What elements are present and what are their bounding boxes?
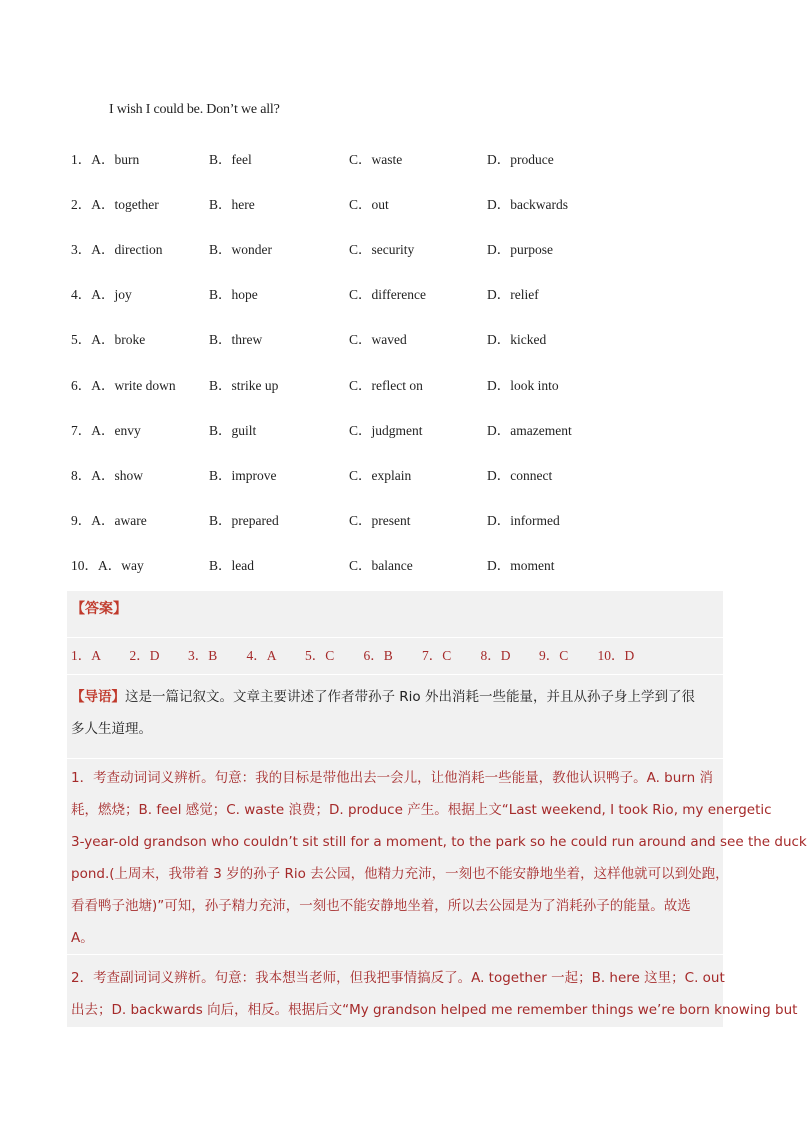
question-row — [71, 509, 751, 529]
option-b: B．guilt — [209, 422, 257, 438]
panel-divider — [67, 954, 723, 955]
guide-paragraph — [71, 681, 723, 745]
option-a: 5．A．broke — [71, 332, 146, 348]
option-a: 7．A．envy — [71, 422, 141, 438]
guide-text: 这是一篇记叙文。文章主要讲述了作者带孙子 Rio 外出消耗一些能量，并且从孙子身上学到了很 — [125, 689, 695, 705]
option-b: B．prepared — [209, 512, 279, 528]
option-c: C．waste — [349, 152, 403, 167]
answer-item: 5．C — [305, 648, 335, 663]
answer-item: 10．D — [597, 648, 635, 663]
question-row — [71, 193, 751, 213]
explanation-line: 看看鸭子池塘)”可知，孙子精力充沛，一刻也不能安静地坐着，所以去公园是为了消耗孙子的能量。故选 — [71, 898, 691, 914]
option-a: 2．A．together — [71, 197, 159, 213]
option-c: C．security — [349, 242, 415, 258]
explanation-1 — [71, 762, 807, 954]
question-row — [71, 464, 751, 484]
option-c: C．waved — [349, 332, 407, 348]
option-d: D．connect — [487, 467, 553, 483]
option-b: B．strike up — [209, 377, 279, 393]
option-d: D．amazement — [487, 422, 572, 438]
answer-item: 3．B — [188, 648, 218, 663]
option-c: C．out — [349, 197, 389, 213]
answer-item: 6．B — [363, 648, 393, 663]
explanation-line: 1．考查动词词义辨析。句意：我的目标是带他出去一会儿，让他消耗一些能量，教他认识鸭子。A. burn 消 — [71, 770, 713, 786]
lead-text: I wish I could be. Don’t we all? — [109, 102, 280, 117]
guide-label: 【导语】 — [71, 689, 125, 705]
question-row — [71, 148, 751, 168]
option-a: 6．A．write down — [71, 377, 176, 393]
option-b: B．lead — [209, 557, 254, 573]
option-d: D．look into — [487, 377, 559, 393]
question-row — [71, 283, 751, 303]
option-d: D．produce — [487, 152, 554, 167]
option-a: 10．A．way — [71, 557, 144, 573]
option-d: D．purpose — [487, 242, 553, 258]
option-c: C．difference — [349, 287, 426, 303]
option-d: D．relief — [487, 287, 539, 303]
explanation-line: 2．考查副词词义辨析。句意：我本想当老师，但我把事情搞反了。A. together 一起；B. here 这里；C. out — [71, 970, 725, 986]
question-row — [71, 554, 751, 574]
answer-item: 4．A — [246, 648, 277, 663]
question-row — [71, 238, 751, 258]
explanation-2 — [71, 962, 798, 1026]
explanation-line: A。 — [71, 930, 94, 946]
panel-divider — [67, 758, 723, 759]
option-b: B．wonder — [209, 242, 272, 258]
option-d: D．kicked — [487, 332, 547, 348]
option-d: D．informed — [487, 512, 560, 528]
explanation-line: pond.(上周末，我带着 3 岁的孙子 Rio 去公园，他精力充沛，一刻也不能安静地坐着，这样他就可以到处跑， — [71, 866, 729, 882]
option-a: 4．A．joy — [71, 287, 132, 303]
answer-heading: 【答案】 — [71, 601, 127, 617]
option-a: 8．A．show — [71, 467, 144, 483]
option-c: C．balance — [349, 557, 413, 573]
option-d: D．moment — [487, 557, 555, 573]
option-b: B．feel — [209, 152, 252, 167]
question-row — [71, 328, 751, 348]
option-b: B．threw — [209, 332, 263, 348]
explanation-line: 3-year-old grandson who couldn’t sit still for a moment, to the park so he could run around and see the duck — [71, 834, 807, 850]
answer-item: 9．C — [539, 648, 569, 663]
answer-item: 1．A — [71, 648, 101, 663]
option-c: C．reflect on — [349, 377, 423, 393]
option-a: 3．A．direction — [71, 242, 163, 258]
answer-item: 2．D — [129, 648, 160, 663]
option-d: D．backwards — [487, 197, 568, 213]
answer-item: 7．C — [422, 648, 452, 663]
option-a: 1．A．burn — [71, 152, 140, 167]
guide-text: 多人生道理。 — [71, 721, 152, 737]
explanation-line: 耗，燃烧；B. feel 感觉；C. waste 浪费；D. produce 产生。根据上文“Last weekend, I took Rio, my energetic — [71, 802, 772, 818]
option-c: C．judgment — [349, 422, 423, 438]
explanation-line: 出去；D. backwards 向后，相反。根据后文“My grandson helped me remember things we’re born knowing but — [71, 1002, 798, 1018]
option-c: C．present — [349, 512, 411, 528]
answer-item: 8．D — [480, 648, 511, 663]
question-row — [71, 419, 751, 439]
option-a: 9．A．aware — [71, 512, 147, 528]
panel-divider — [67, 674, 723, 675]
option-b: B．improve — [209, 467, 277, 483]
option-b: B．here — [209, 197, 255, 213]
option-b: B．hope — [209, 287, 258, 303]
question-row — [71, 374, 751, 394]
option-c: C．explain — [349, 467, 412, 483]
panel-divider — [67, 637, 723, 638]
